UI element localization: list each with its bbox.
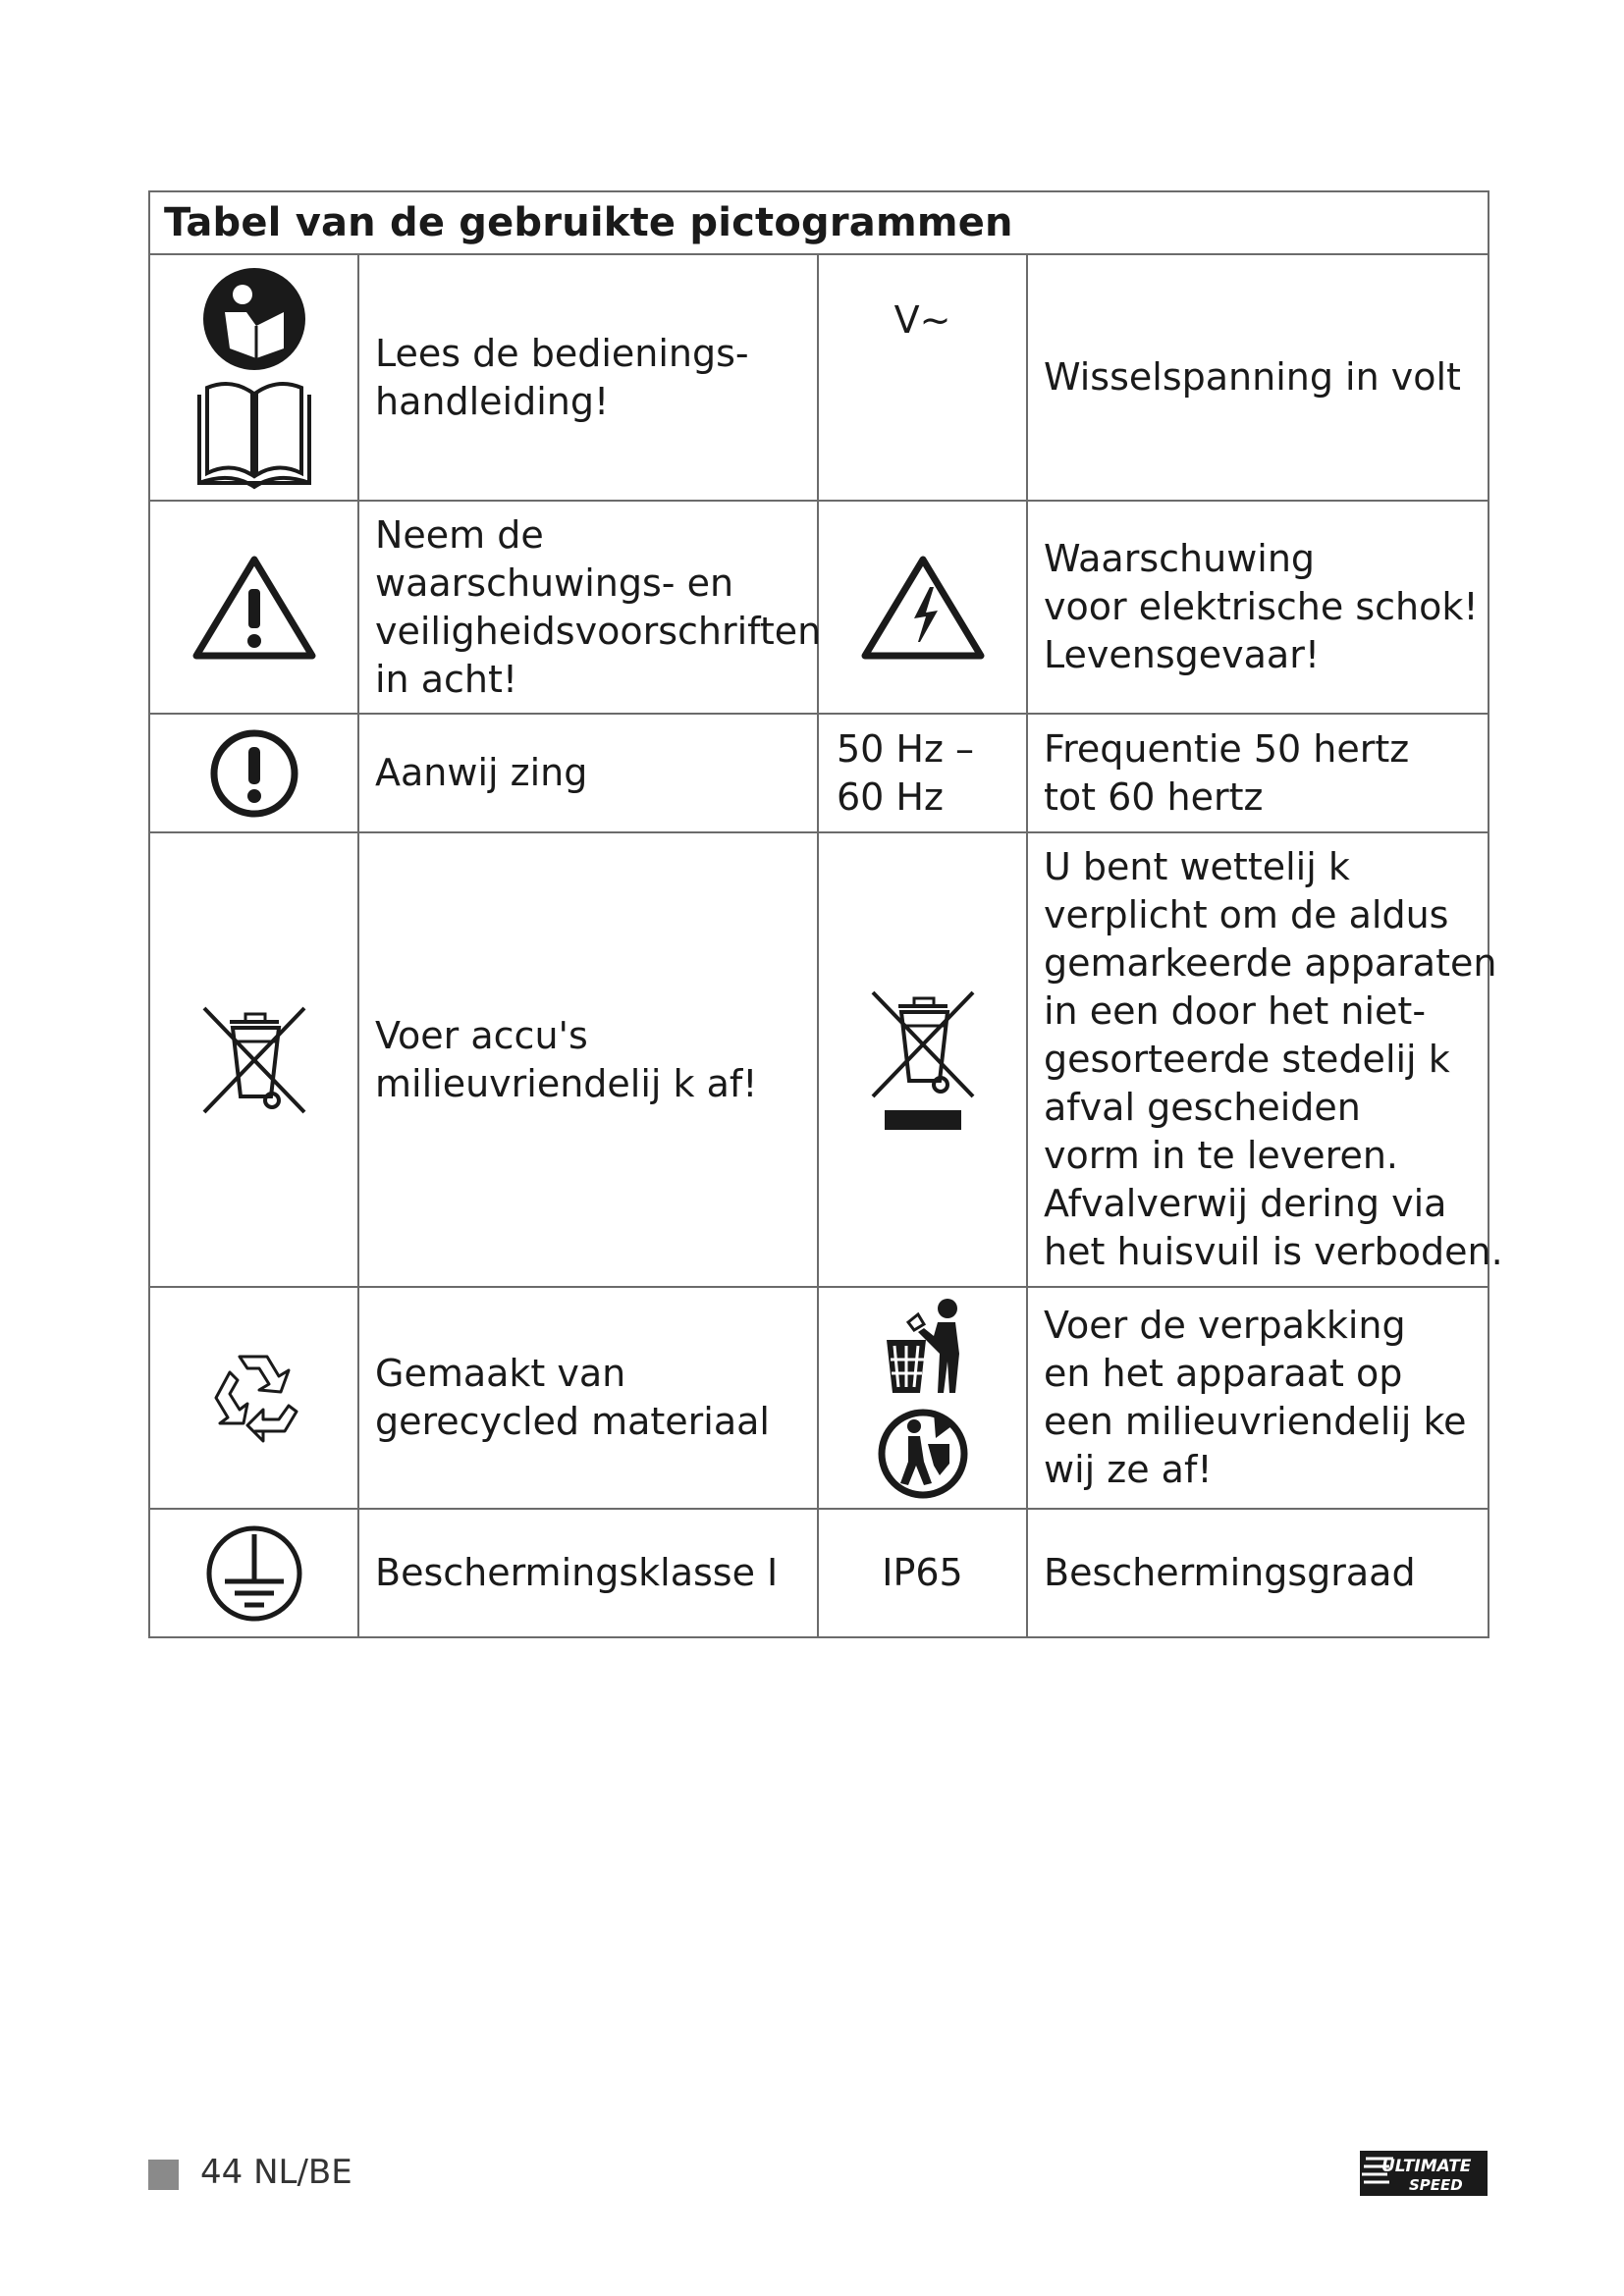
text-line: handleiding! — [375, 379, 610, 423]
text-line: Aanwij zing — [375, 751, 588, 794]
text-line: Beschermingsklasse I — [375, 1551, 779, 1594]
recycle-icon — [200, 1347, 308, 1449]
brand-logo-icon — [1360, 2151, 1488, 2196]
voltage-symbol: V~ — [818, 254, 1027, 501]
text-line: Afvalverwij dering via — [1044, 1182, 1447, 1225]
table-row — [149, 254, 1489, 501]
text-line: Voer accu's — [375, 1013, 588, 1057]
dispose-packaging-icon — [869, 1297, 977, 1499]
text-line: en het apparaat op — [1044, 1352, 1403, 1395]
ip-rating-symbol: IP65 — [818, 1509, 1027, 1637]
brand-text: ULTIMATE — [1381, 2157, 1472, 2176]
frequency-symbol: 50 Hz – — [837, 726, 975, 771]
text-line: het huisvuil is verboden. — [1044, 1230, 1503, 1273]
text-line: voor elektrische schok! — [1044, 585, 1479, 628]
pictogram-table — [148, 190, 1503, 1638]
text-line: Levensgevaar! — [1044, 633, 1321, 676]
brand-text: SPEED — [1409, 2176, 1463, 2194]
text-line: in acht! — [375, 657, 518, 701]
table-row — [149, 1509, 1489, 1637]
table-row — [149, 1287, 1489, 1509]
crossed-bin-icon — [200, 1002, 308, 1118]
table-title: Tabel van de gebruikte pictogrammen — [149, 191, 1489, 254]
text-line: in een door het niet- — [1044, 989, 1427, 1033]
page-number: 44 NL/BE — [200, 2153, 352, 2192]
text-line: vorm in te leveren. — [1044, 1134, 1398, 1177]
text-line: wij ze af! — [1044, 1448, 1213, 1491]
earth-ground-icon — [203, 1522, 305, 1625]
text-line: Frequentie 50 hertz — [1044, 726, 1410, 771]
text-line: verplicht om de aldus — [1044, 893, 1449, 936]
text-line: Lees de bedienings- — [375, 331, 749, 375]
text-line: U bent wettelij k — [1044, 845, 1350, 888]
text-line: veiligheidsvoorschriften — [375, 609, 822, 653]
text-line: tot 60 hertz — [1044, 774, 1264, 819]
exclamation-circle-icon — [208, 727, 300, 820]
text-line: gesorteerde stedelij k — [1044, 1038, 1450, 1081]
text-line: Wisselspanning in volt — [1044, 355, 1461, 399]
text-line: waarschuwings- en — [375, 561, 734, 605]
table-row — [149, 832, 1489, 1287]
text-line: Beschermingsgraad — [1044, 1551, 1416, 1594]
crossed-bin-bar-icon — [869, 987, 977, 1134]
warning-triangle-icon — [190, 554, 318, 662]
footer-marker — [148, 2160, 179, 2190]
text-line: Waarschuwing — [1044, 537, 1316, 580]
text-line: milieuvriendelij k af! — [375, 1061, 758, 1105]
text-line: Neem de — [375, 512, 544, 557]
text-line: gemarkeerde apparaten — [1044, 941, 1497, 985]
text-line: een milieuvriendelij ke — [1044, 1400, 1467, 1443]
text-line: afval gescheiden — [1044, 1086, 1361, 1129]
text-line: Voer de verpakking — [1044, 1304, 1406, 1347]
table-row — [149, 714, 1489, 832]
electric-shock-warning-icon — [859, 554, 987, 662]
frequency-symbol: 60 Hz — [837, 774, 944, 819]
text-line: Gemaakt van — [375, 1352, 626, 1395]
read-manual-icon — [186, 265, 323, 491]
table-row — [149, 501, 1489, 714]
text-line: gerecycled materiaal — [375, 1400, 770, 1443]
